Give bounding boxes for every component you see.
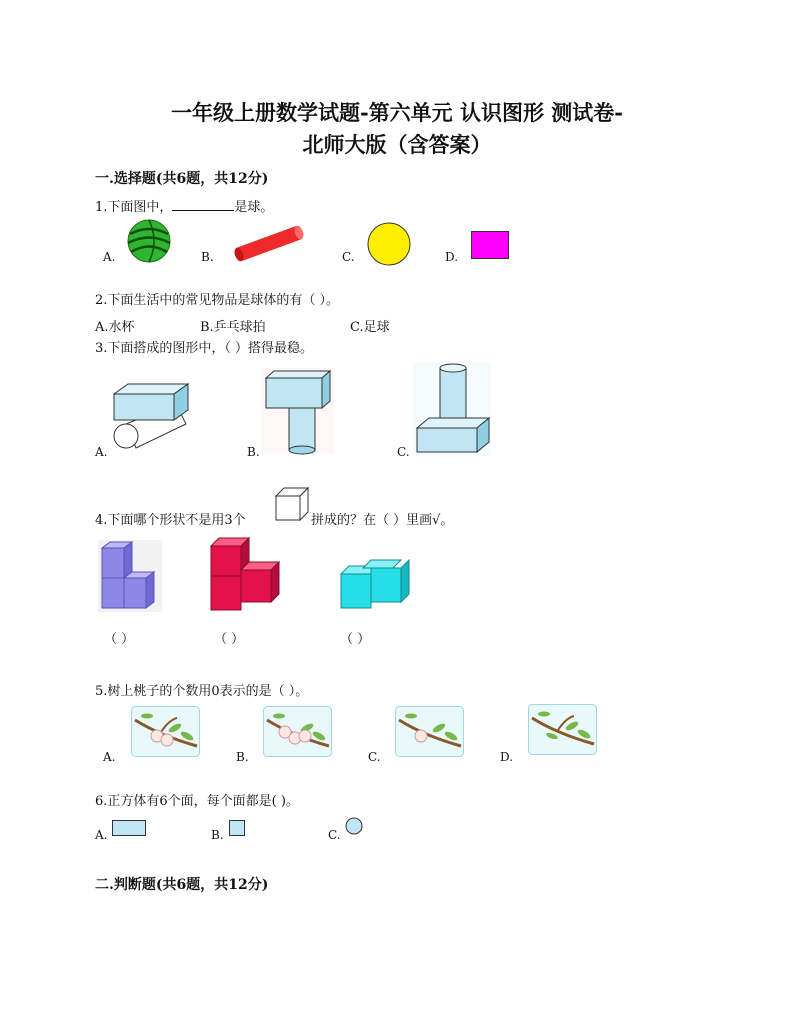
q3-option-c: C. bbox=[397, 445, 410, 459]
question-1 bbox=[95, 196, 273, 215]
cyan-cube-stack-icon bbox=[339, 558, 413, 612]
q1-option-c: C. bbox=[342, 250, 355, 264]
q2-option-a: A.水杯 bbox=[95, 320, 135, 335]
question-4-prefix: 4.下面哪个形状不是用3个 bbox=[95, 513, 246, 528]
q4-answer-bracket-3: （ ） bbox=[340, 632, 371, 647]
yellow-circle-icon bbox=[366, 221, 412, 267]
question-6: 6.正方体有6个面，每个面都是( )。 bbox=[95, 794, 299, 809]
question-4-suffix: 拼成的？在（ ）里画√。 bbox=[311, 513, 454, 528]
q6-option-c: C. bbox=[328, 828, 341, 842]
answer-blank bbox=[172, 198, 234, 211]
q5-option-a: A. bbox=[103, 750, 116, 764]
purple-cube-stack-icon bbox=[98, 540, 162, 612]
q3-option-b: B. bbox=[247, 445, 260, 459]
square-shape-icon bbox=[229, 820, 247, 838]
red-cylinder-icon bbox=[230, 222, 306, 262]
q6-option-a: A. bbox=[95, 828, 108, 842]
crimson-cube-stack-icon bbox=[209, 536, 283, 614]
q2-option-c: C.足球 bbox=[350, 320, 390, 335]
question-2: 2.下面生活中的常见物品是球体的有（ ）。 bbox=[95, 293, 340, 308]
q1-option-d: D. bbox=[445, 250, 459, 264]
box-on-cylinder-icon bbox=[108, 380, 194, 452]
q3-option-a: A. bbox=[95, 445, 108, 459]
peach-branch-icon bbox=[263, 706, 333, 758]
circle-shape-icon bbox=[345, 817, 365, 837]
q2-option-b: B.乒乓球拍 bbox=[200, 320, 266, 335]
cube-icon bbox=[275, 487, 309, 521]
peach-branch-icon bbox=[131, 706, 201, 758]
cylinder-on-box-icon bbox=[413, 362, 491, 456]
question-3: 3.下面搭成的图形中，（ ）搭得最稳。 bbox=[95, 341, 314, 356]
page-title-line2: 北师大版（含答案） bbox=[302, 132, 492, 157]
q5-option-c: C. bbox=[368, 750, 381, 764]
q1-option-b: B. bbox=[201, 250, 214, 264]
section-heading-judgement: 二.判断题(共6题，共12分) bbox=[95, 877, 269, 893]
peach-branch-icon bbox=[395, 706, 465, 758]
q5-option-b: B. bbox=[236, 750, 249, 764]
q4-answer-bracket-1: （ ） bbox=[104, 632, 135, 647]
question-5: 5.树上桃子的个数用0表示的是（ ）。 bbox=[95, 684, 309, 699]
section-heading-choice: 一.选择题(共6题，共12分) bbox=[95, 171, 269, 187]
q4-answer-bracket-2: （ ） bbox=[214, 632, 245, 647]
magenta-rectangle-icon bbox=[471, 231, 511, 261]
q1-option-a: A. bbox=[103, 250, 116, 264]
bare-branch-icon bbox=[528, 704, 598, 756]
green-ball-icon bbox=[127, 219, 171, 263]
rectangle-shape-icon bbox=[112, 820, 148, 838]
page-title-line1: 一年级上册数学试题-第六单元 认识图形 测试卷- bbox=[170, 100, 624, 125]
question-1-suffix: 是球。 bbox=[234, 200, 274, 215]
question-1-prefix: 1.下面图中， bbox=[95, 200, 173, 215]
q5-option-d: D. bbox=[500, 750, 514, 764]
q6-option-b: B. bbox=[211, 828, 224, 842]
box-on-cylinder-upright-icon bbox=[262, 368, 334, 454]
